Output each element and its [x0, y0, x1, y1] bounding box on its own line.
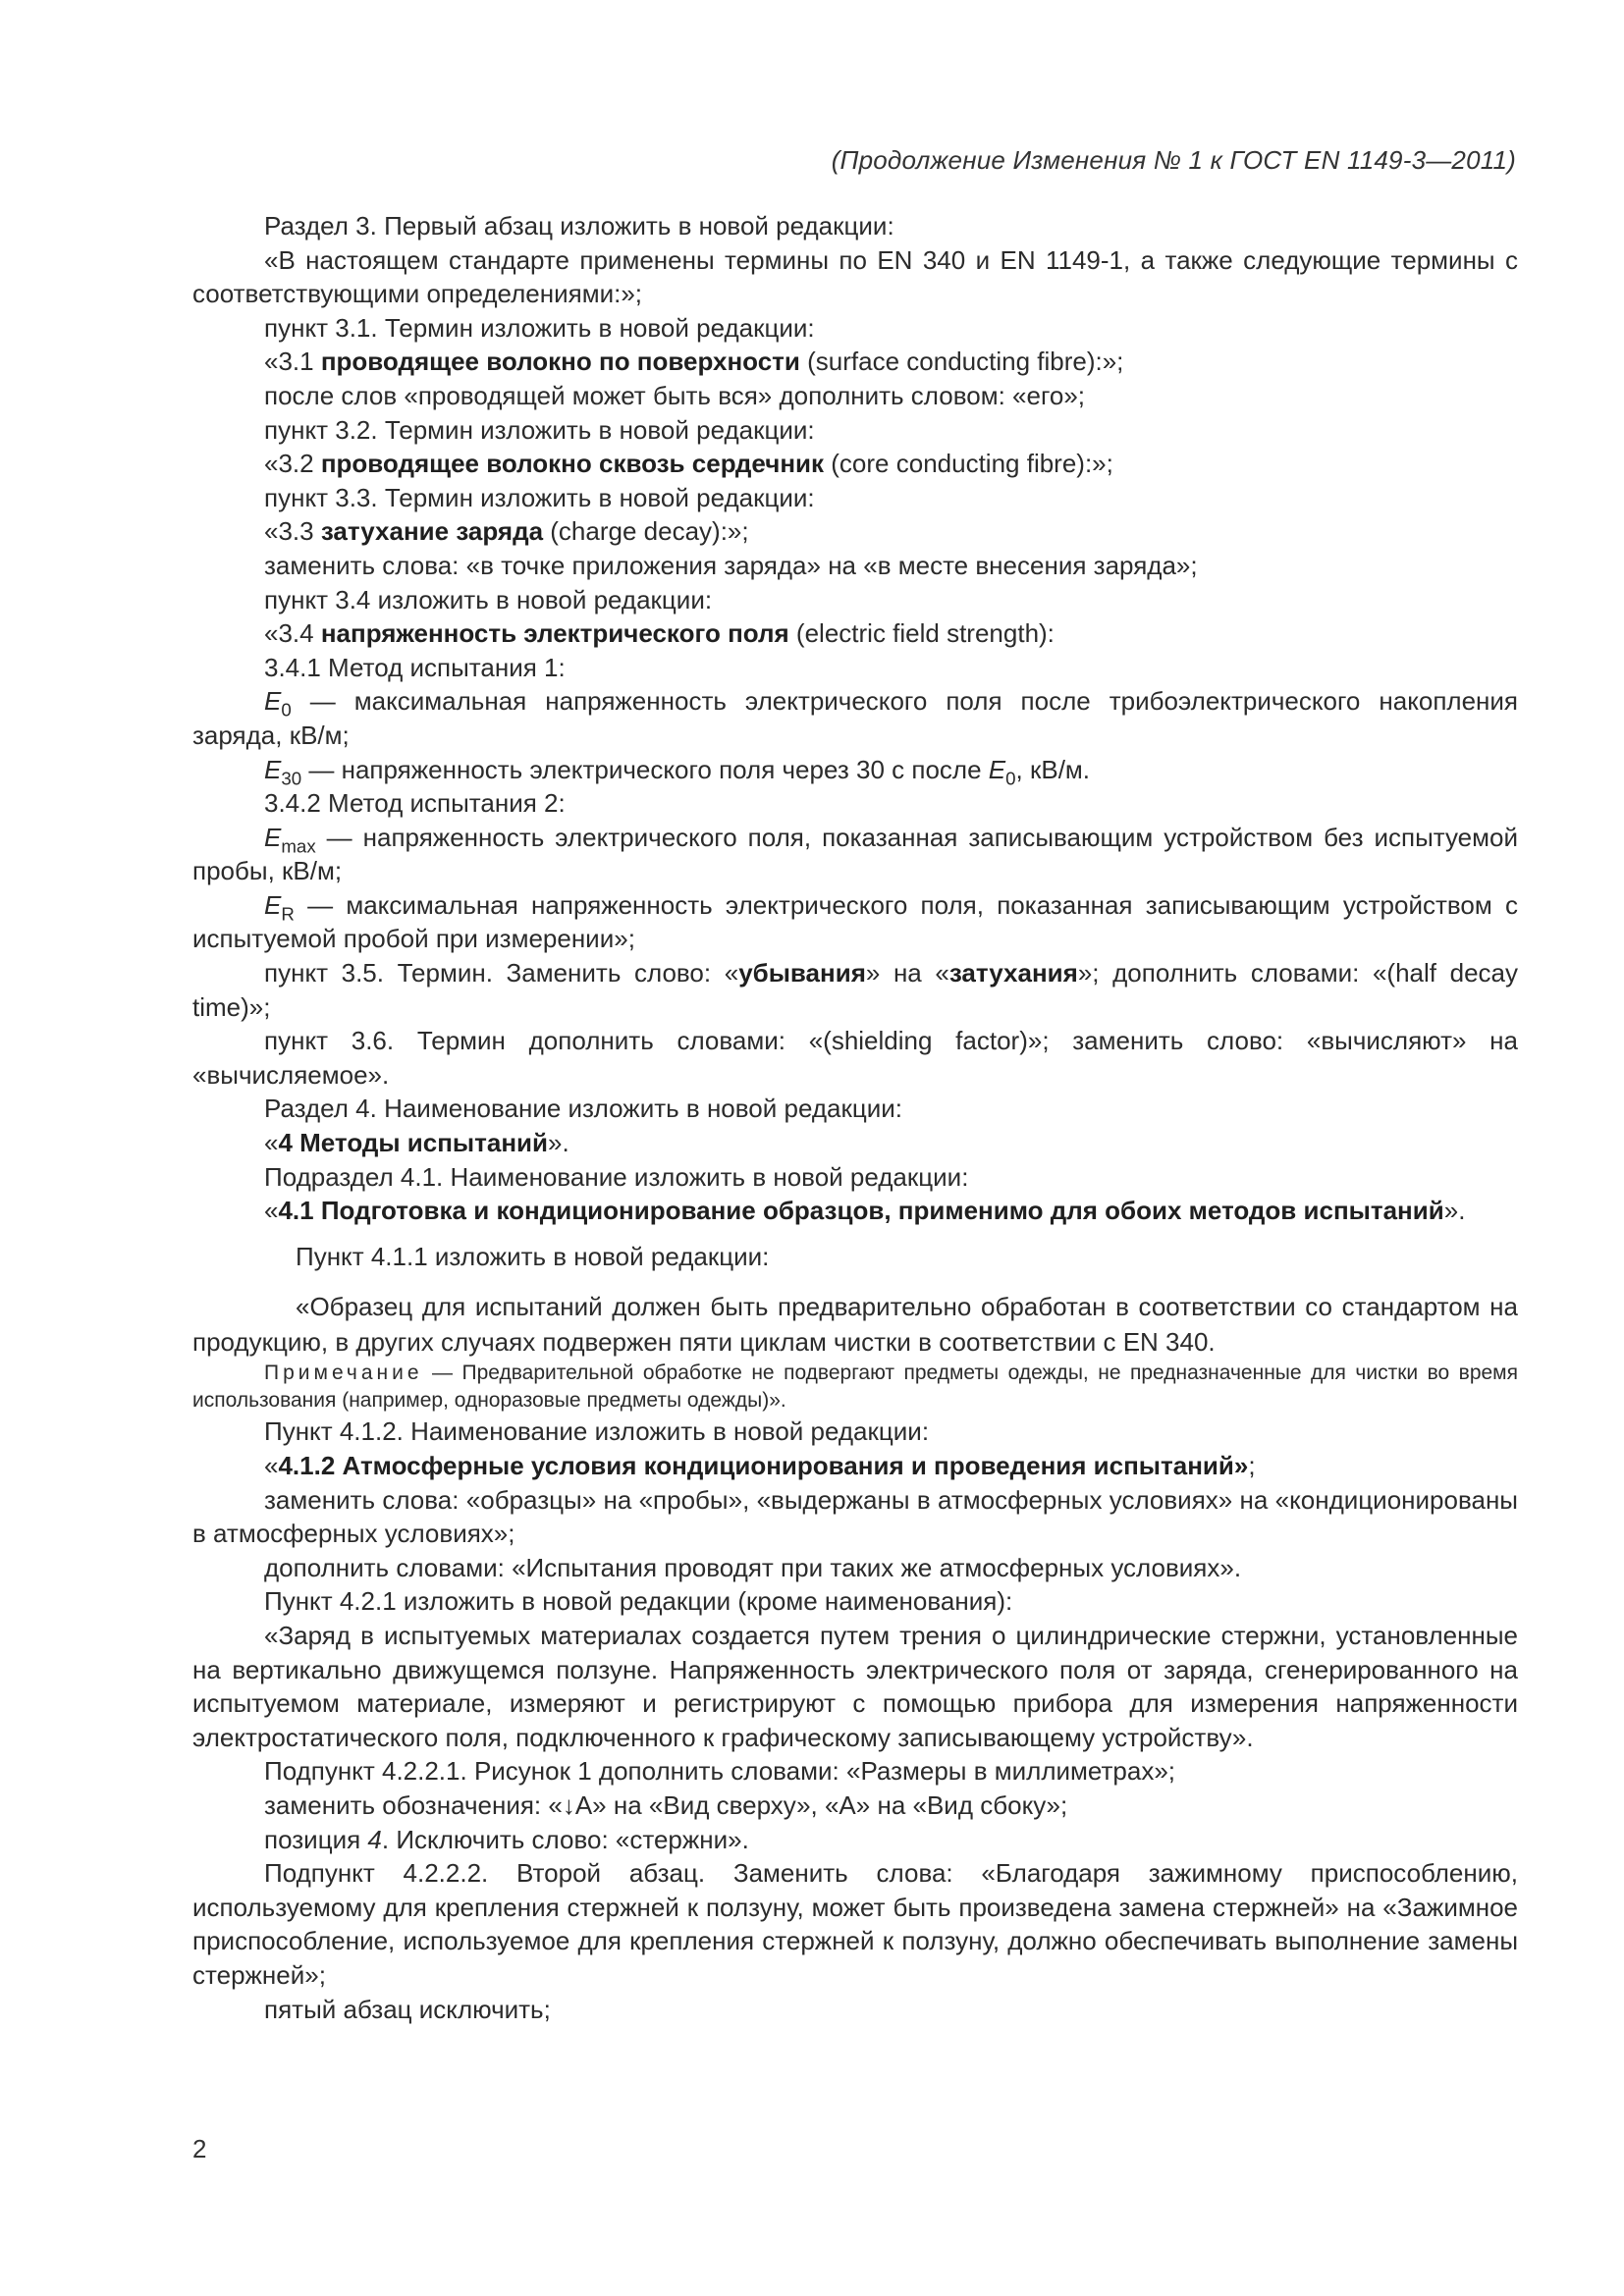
paragraph: Раздел 4. Наименование изложить в новой редакции:	[264, 1094, 902, 1124]
paragraph: Подраздел 4.1. Наименование изложить в новой редакции:	[264, 1161, 969, 1192]
paragraph: «В настоящем стандарте применены термины по EN 340 и EN 1149-1, а также следующие термины с соответствующими определениями:»;	[192, 244, 1518, 309]
page-number: 2	[192, 2134, 207, 2163]
paragraph: после слов «проводящей может быть вся» дополнить словом: «его»;	[264, 380, 1086, 410]
term-paragraph: «3.4 напряженность электрического поля (electric field strength):	[264, 618, 1055, 649]
paragraph: Подпункт 4.2.2.2. Второй абзац. Заменить слова: «Благодаря зажимному приспособлению, используемому для крепления стержней к ползуну, может быть произведена замена стержней» на «Зажимное приспособление, используемое для крепления стержней к ползуну, должно обеспечивать выполнение замены стержней»;	[192, 1858, 1518, 1990]
paragraph: пункт 3.5. Термин. Заменить слово: «убывания» на «затухания»; дополнить словами: «(half decay time)»;	[192, 958, 1519, 1022]
term-bold: проводящее волокно сквозь сердечник	[320, 449, 825, 479]
paragraph: позиция 4. Исключить слово: «стержни».	[264, 1824, 749, 1854]
symbol-definition: $E_{max}$ — напряженность электрического поля, показанная записывающим устройством без испытуемой пробы, кВ/м;	[192, 822, 1518, 886]
symbol-definition: $E_{30}$ — напряженность электрического поля через 30 с после $E_0$, кВ/м.	[264, 754, 1091, 789]
paragraph: Пункт 4.1.1 изложить в новой редакции:	[296, 1241, 770, 1271]
section-title-paragraph: «4.1.2 Атмосферные условия кондиционирования и проведения испытаний»;	[264, 1451, 1256, 1480]
symbol-definition: $E_R$ — максимальная напряженность электрического поля, показанная записывающим устройством с испытуемой пробой при измерении»;	[192, 889, 1518, 954]
section-title-paragraph: «4.1 Подготовка и кондиционирование образцов, применимо для обоих методов испытаний».	[264, 1196, 1466, 1226]
paragraph: «Образец для испытаний должен быть предварительно обработан в соответствии со стандартом на продукцию, в других случаях подвержен пяти циклам чистки в соответствии с EN 340.	[192, 1292, 1518, 1358]
document-body	[192, 209, 1518, 2026]
paragraph: заменить слова: «образцы» на «пробы», «выдержаны в атмосферных условиях» на «кондиционированы в атмосферных условиях»;	[192, 1484, 1518, 1549]
note: Примечание — Предварительной обработке не подвергают предметы одежды, не предназначенные для чистки во время использования (например, одноразовые предметы одежды)».	[192, 1362, 1518, 1413]
running-header: (Продолжение Изменения № 1 к ГОСТ EN 1149-3—2011)	[831, 145, 1516, 175]
paragraph: пункт 3.3. Термин изложить в новой редакции:	[264, 482, 815, 512]
paragraph: Пункт 4.2.1 изложить в новой редакции (кроме наименования):	[264, 1586, 1013, 1617]
note-label: Примечание	[264, 1362, 423, 1385]
symbol-definition: $E_0$ — максимальная напряженность электрического поля после трибоэлектрического накопления заряда, кВ/м;	[192, 686, 1518, 750]
paragraph: «Заряд в испытуемых материалах создается путем трения о цилиндрические стержни, установленные на вертикально движущемся ползуне. Напряженность электрического поля от заряда, сгенерированного на испытуемом материале, измеряют и регистрируют с помощью прибора для измерения напряженности электростатического поля, подключенного к графическому записывающему устройству».	[192, 1620, 1518, 1752]
paragraph: Пункт 4.1.2. Наименование изложить в новой редакции:	[264, 1416, 930, 1447]
paragraph: пункт 3.4 изложить в новой редакции:	[264, 584, 713, 614]
term-bold: проводящее волокно по поверхности	[320, 347, 800, 377]
paragraph: пункт 3.2. Термин изложить в новой редакции:	[264, 414, 815, 445]
paragraph: Раздел 3. Первый абзац изложить в новой редакции:	[264, 211, 894, 240]
term-bold: затухание заряда	[320, 516, 544, 547]
term-bold: напряженность электрического поля	[320, 618, 789, 649]
paragraph: 3.4.2 Метод испытания 2:	[264, 788, 566, 819]
term-paragraph: «3.2 проводящее волокно сквозь сердечник (core conducting fibre):»;	[264, 449, 1113, 479]
paragraph: 3.4.1 Метод испытания 1:	[264, 652, 566, 682]
paragraph: пункт 3.1. Термин изложить в новой редакции:	[264, 312, 815, 343]
term-paragraph: «3.1 проводящее волокно по поверхности (surface conducting fibre):»;	[264, 347, 1124, 377]
section-title-paragraph: «4 Методы испытаний».	[264, 1128, 569, 1158]
term-paragraph: «3.3 затухание заряда (charge decay):»;	[264, 516, 749, 547]
paragraph: Подпункт 4.2.2.1. Рисунок 1 дополнить словами: «Размеры в миллиметрах»;	[264, 1756, 1176, 1787]
paragraph: заменить слова: «в точке приложения заряда» на «в месте внесения заряда»;	[264, 550, 1198, 580]
paragraph: пункт 3.6. Термин дополнить словами: «(shielding factor)»; заменить слово: «вычисляют» на «вычисляемое».	[192, 1026, 1518, 1090]
paragraph: заменить обозначения: «↓А» на «Вид сверху», «А» на «Вид сбоку»;	[264, 1789, 1068, 1820]
paragraph: дополнить словами: «Испытания проводят при таких же атмосферных условиях».	[264, 1552, 1242, 1582]
paragraph: пятый абзац исключить;	[264, 1994, 551, 2024]
